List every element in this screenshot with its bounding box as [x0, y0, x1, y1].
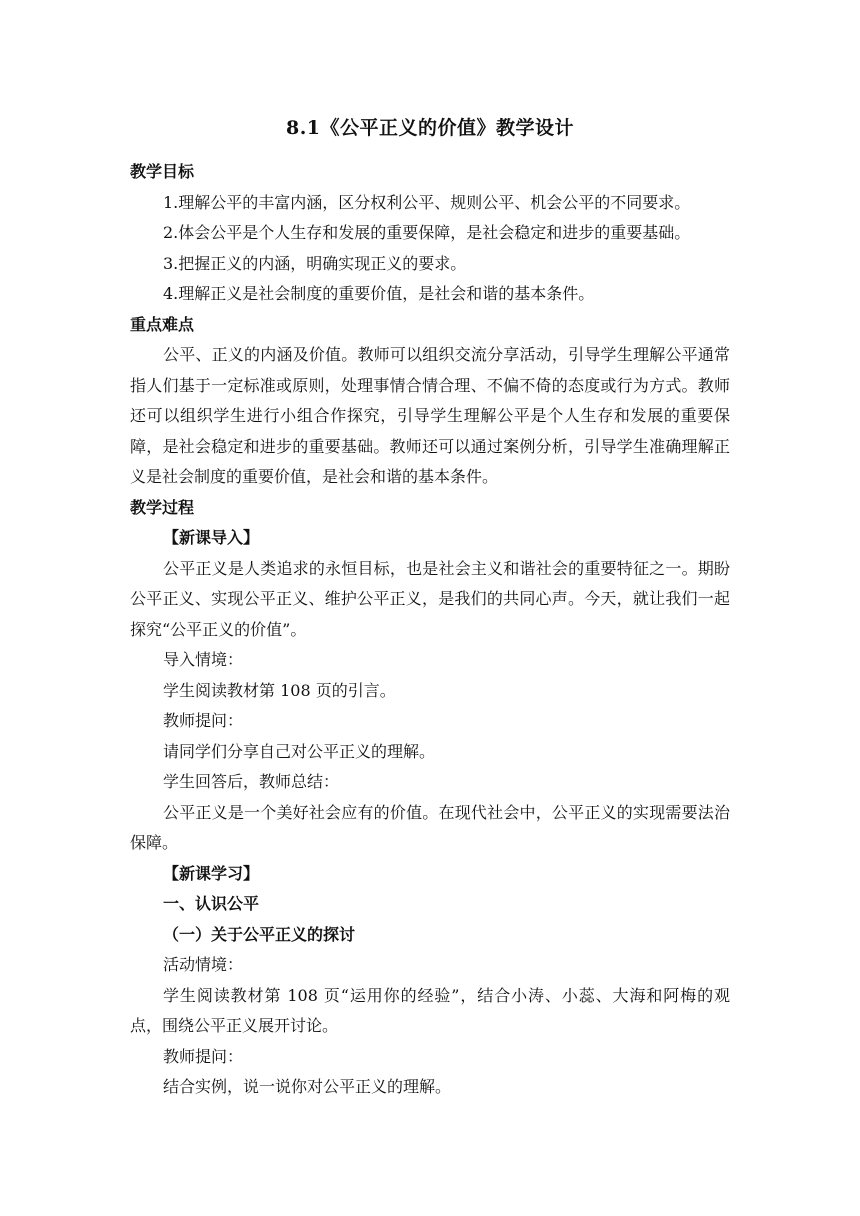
- objectives-heading: 教学目标: [130, 162, 195, 181]
- learning-question-label: 教师提问：: [163, 1046, 244, 1066]
- document-body: [130, 157, 730, 1103]
- process-heading: 教学过程: [130, 497, 195, 517]
- objective-item-4: 4.理解正义是社会制度的重要价值，是社会和谐的基本条件。: [163, 284, 595, 303]
- intro-heading: 【新课导入】: [163, 528, 260, 547]
- objective-item-1: 1.理解公平的丰富内涵，区分权利公平、规则公平、机会公平的不同要求。: [163, 192, 691, 212]
- intro-lead-paragraph: 公平正义是人类追求的永恒目标，也是社会主义和谐社会的重要特征之一。期盼公平正义、实现公平正义、维护公平正义，是我们的共同心声。今天，就让我们一起探究“公平正义的价值”。: [130, 558, 730, 639]
- objective-item-2: 2.体会公平是个人生存和发展的重要保障，是社会稳定和进步的重要基础。: [163, 223, 691, 242]
- intro-question-text: 请同学们分享自己对公平正义的理解。: [163, 741, 436, 761]
- objective-item-3: 3.把握正义的内涵，明确实现正义的要求。: [163, 253, 467, 273]
- keypoints-paragraph: 公平、正义的内涵及价值。教师可以组织交流分享活动，引导学生理解公平通常指人们基于一定标准或原则，处理事情合情合理、不偏不倚的态度或行为方式。教师还可以组织学生进行小组合作探究，引导学生理解公平是个人生存和发展的重要保障，是社会稳定和进步的重要基础。教师还可以通过案例分析，引导学生准确理解正义是社会制度的重要价值，是社会和谐的基本条件。: [130, 345, 730, 486]
- intro-scene-label: 导入情境：: [163, 650, 244, 669]
- intro-summary-text: 公平正义是一个美好社会应有的价值。在现代社会中，公平正义的实现需要法治保障。: [130, 802, 730, 852]
- activity-text: 学生阅读教材第 108 页“运用你的经验”，结合小涛、小蕊、大海和阿梅的观点，围绕公平正义展开讨论。: [130, 985, 730, 1035]
- intro-question-label: 教师提问：: [163, 711, 244, 730]
- subsection-1-heading: （一）关于公平正义的探讨: [163, 924, 356, 944]
- intro-scene-text: 学生阅读教材第 108 页的引言。: [163, 680, 396, 700]
- learning-heading: 【新课学习】: [163, 863, 260, 883]
- document-title: 8.1《公平正义的价值》教学设计: [285, 117, 575, 139]
- activity-label: 活动情境：: [163, 955, 244, 974]
- section-1-heading: 一、认识公平: [163, 894, 260, 913]
- intro-summary-label: 学生回答后，教师总结：: [163, 772, 340, 791]
- keypoints-heading: 重点难点: [130, 314, 195, 334]
- learning-question-text: 结合实例，说一说你对公平正义的理解。: [163, 1077, 452, 1096]
